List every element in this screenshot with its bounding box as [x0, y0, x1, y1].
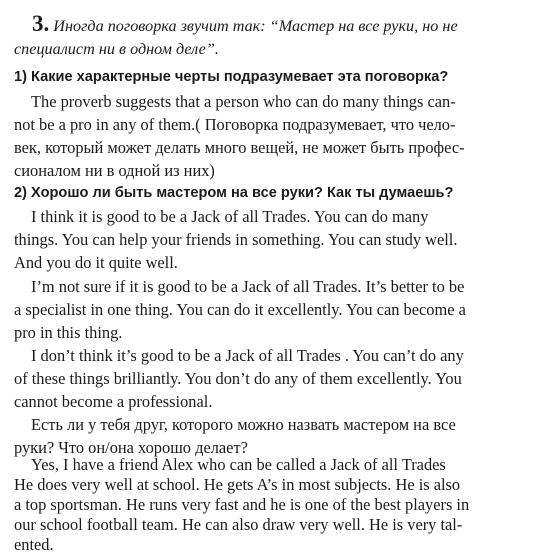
exercise-number: 3.	[32, 11, 50, 36]
followup-question-line-1: Есть ли у тебя друг, которого можно назвать мастером на все	[31, 415, 456, 434]
exercise-heading	[32, 11, 458, 36]
paragraph-2-line-2: a specialist in one thing. You can do it excellently. You can become a	[14, 300, 466, 319]
paragraph-4-line-3: a top sportsman. He runs very fast and he is one of the best players in	[14, 495, 470, 514]
question-1-answer-line-4: сионалом ни в одной из них)	[14, 161, 215, 180]
paragraph-3-line-1: I don’t think it’s good to be a Jack of all Trades . You can’t do any	[31, 346, 464, 365]
paragraph-4-line-5: ented.	[14, 535, 54, 554]
exercise-intro-line-2: специалист ни в одном деле”.	[14, 40, 219, 58]
question-1-answer-line-3: век, который может делать много вещей, не может быть профес-	[14, 138, 465, 157]
paragraph-3-line-3: cannot become a professional.	[14, 392, 213, 411]
paragraph-3-line-2: of these things brilliantly. You don’t do any of them excellently. You	[14, 369, 462, 388]
question-1-answer-line-2: not be a pro in any of them.( Поговорка подразумевает, что чело-	[14, 115, 456, 134]
exercise-intro-line-1: Иногда поговорка звучит так: “Мастер на все руки, но не	[53, 17, 458, 35]
question-2-label: 2) Хорошо ли быть мастером на все руки? Как ты думаешь?	[14, 185, 454, 201]
followup-question-line-2: руки? Что он/она хорошо делает?	[14, 438, 248, 457]
paragraph-4-line-1: Yes, I have a friend Alex who can be called a Jack of all Trades	[31, 455, 446, 474]
paragraph-2-line-1: I’m not sure if it is good to be a Jack of all Trades. It’s better to be	[31, 277, 465, 296]
paragraph-2-line-3: pro in this thing.	[14, 323, 123, 342]
question-1-answer-line-1: The proverb suggests that a person who can do many things can-	[31, 92, 456, 111]
paragraph-4-line-2: He does very well at school. He gets A’s in most subjects. He is also	[14, 475, 461, 494]
paragraph-1-line-2: things. You can help your friends in something. You can study well.	[14, 230, 458, 249]
paragraph-1-line-3: And you do it quite well.	[14, 253, 178, 272]
paragraph-4-line-4: our school football team. He can also draw very well. He is very tal-	[14, 515, 463, 534]
paragraph-1-line-1: I think it is good to be a Jack of all Trades. You can do many	[31, 207, 429, 226]
question-1-label: 1) Какие характерные черты подразумевает эта поговорка?	[14, 69, 449, 85]
